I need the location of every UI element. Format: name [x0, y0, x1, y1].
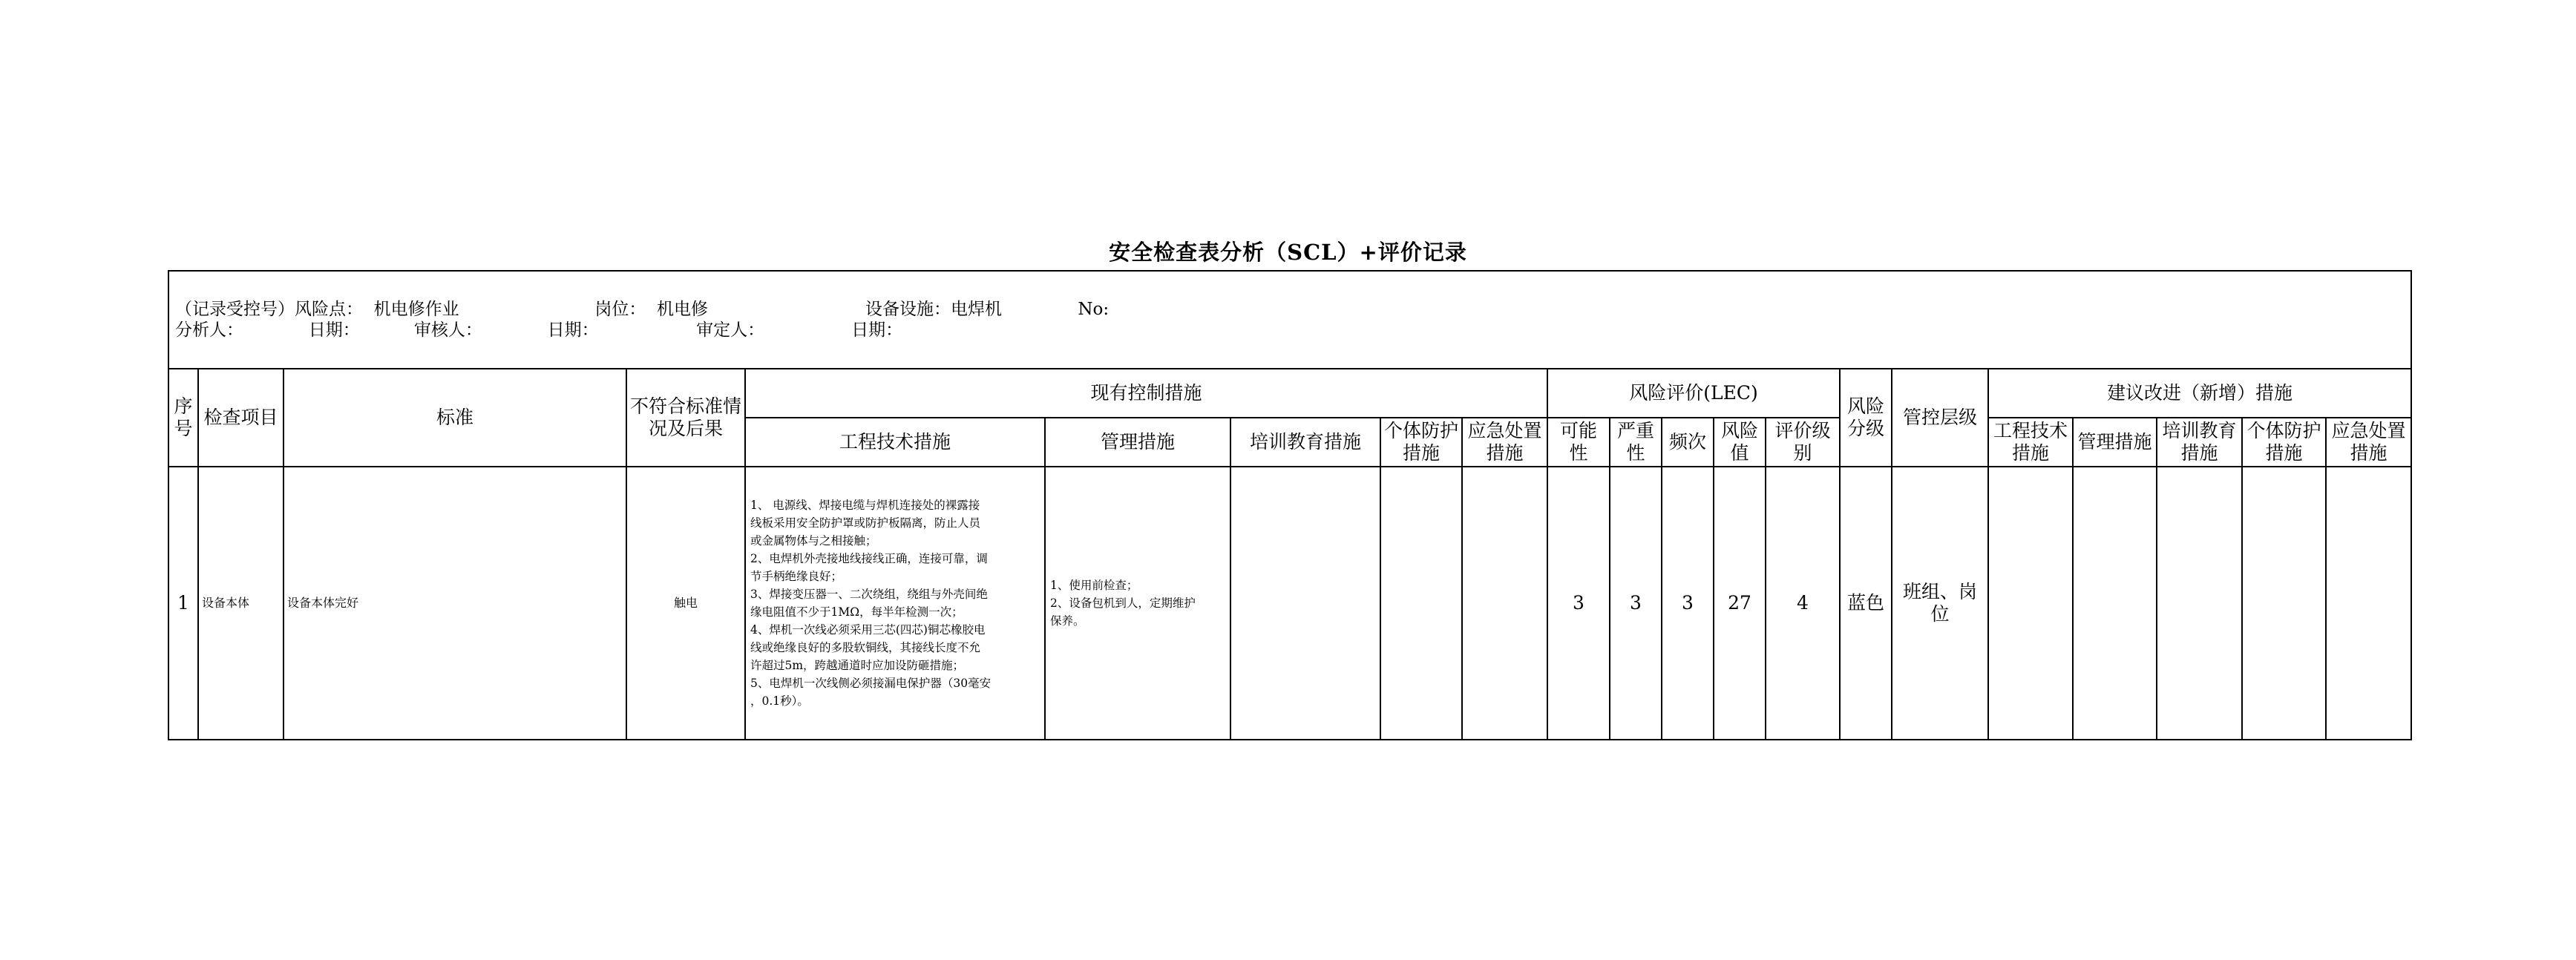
header-suggested-measures: 建议改进（新增）措施 — [1988, 369, 2411, 418]
header-lec: 风险评价(LEC) — [1547, 369, 1840, 418]
cell-severity: 3 — [1610, 467, 1662, 740]
header-s-mgmt: 管理措施 — [2073, 418, 2157, 467]
scl-table — [168, 270, 2412, 740]
record-info-line1: （记录受控号）风险点： 机电修作业 岗位： 机电修 设备设施：电焊机 No: — [175, 300, 1110, 319]
cell-mgmt-text: 1、使用前检查； 2、设备包机到人，定期维护 保养。 — [1050, 579, 1196, 628]
cell-risk-value: 27 — [1714, 467, 1766, 740]
header-s-train: 培训教育措施 — [2157, 418, 2242, 467]
page-title: 安全检查表分析（SCL）+评价记录 — [1109, 240, 1467, 265]
header-emerg: 应急处置措施 — [1462, 418, 1547, 467]
record-info — [168, 271, 2411, 369]
cell-eng — [745, 467, 1045, 740]
cell-s-train — [2157, 467, 2242, 740]
header-seq: 序号 — [168, 369, 198, 467]
record-info-line2: 分析人： 日期： 审核人： 日期： 审定人： 日期： — [175, 320, 903, 340]
cell-risk-grade: 蓝色 — [1840, 467, 1892, 740]
header-s-eng: 工程技术措施 — [1988, 418, 2073, 467]
header-s-ppe: 个体防护措施 — [2242, 418, 2326, 467]
header-control-level: 管控层级 — [1892, 369, 1988, 467]
header-risk-grade: 风险分级 — [1840, 369, 1892, 467]
header-s-emerg: 应急处置措施 — [2326, 418, 2411, 467]
cell-train — [1230, 467, 1380, 740]
header-severity: 严重性 — [1610, 418, 1662, 467]
header-possibility: 可能性 — [1547, 418, 1610, 467]
cell-ppe — [1380, 467, 1462, 740]
cell-s-ppe — [2242, 467, 2326, 740]
cell-eng-text: 1、 电源线、焊接电缆与焊机连接处的裸露接 线板采用安全防护罩或防护板隔离，防止人员 或金属物体与之相接触； 2、电焊机外壳接地线接线正确，连接可靠，调 节手柄绝缘良好； 3、焊接变压器一、二次绕组，绕组与外壳间绝 缘电阻值不少于1MΩ，每半年检测一次； 4、焊机一次线必须采用三芯(四芯)铜芯橡胶电 线或绝缘良好的多股软铜线，其接线长度不允 许超过5m，跨越通道时应加设防砸措施； 5、电焊机一次线侧必须接漏电保护器（30毫安 ，0.1秒）。 — [750, 499, 992, 708]
header-standard: 标准 — [284, 369, 626, 467]
header-frequency: 频次 — [1662, 418, 1714, 467]
cell-possibility: 3 — [1547, 467, 1610, 740]
cell-emerg — [1462, 467, 1547, 740]
cell-item: 设备本体 — [198, 467, 284, 740]
cell-standard: 设备本体完好 — [284, 467, 626, 740]
header-ppe: 个体防护措施 — [1380, 418, 1462, 467]
header-risk-value: 风险值 — [1714, 418, 1766, 467]
cell-s-emerg — [2326, 467, 2411, 740]
header-nonconform: 不符合标准情 况及后果 — [626, 369, 745, 467]
cell-s-mgmt — [2073, 467, 2157, 740]
cell-control-level: 班组、岗位 — [1892, 467, 1988, 740]
header-eng: 工程技术措施 — [745, 418, 1045, 467]
header-existing-measures: 现有控制措施 — [745, 369, 1547, 418]
cell-eval-level: 4 — [1766, 467, 1840, 740]
cell-nonconform: 触电 — [626, 467, 745, 740]
cell-seq: 1 — [168, 467, 198, 740]
table-row — [168, 467, 2411, 740]
header-train: 培训教育措施 — [1230, 418, 1380, 467]
header-item: 检查项目 — [198, 369, 284, 467]
cell-mgmt — [1045, 467, 1230, 740]
header-mgmt: 管理措施 — [1045, 418, 1230, 467]
cell-s-eng — [1988, 467, 2073, 740]
cell-frequency: 3 — [1662, 467, 1714, 740]
header-eval-level: 评价级别 — [1766, 418, 1840, 467]
